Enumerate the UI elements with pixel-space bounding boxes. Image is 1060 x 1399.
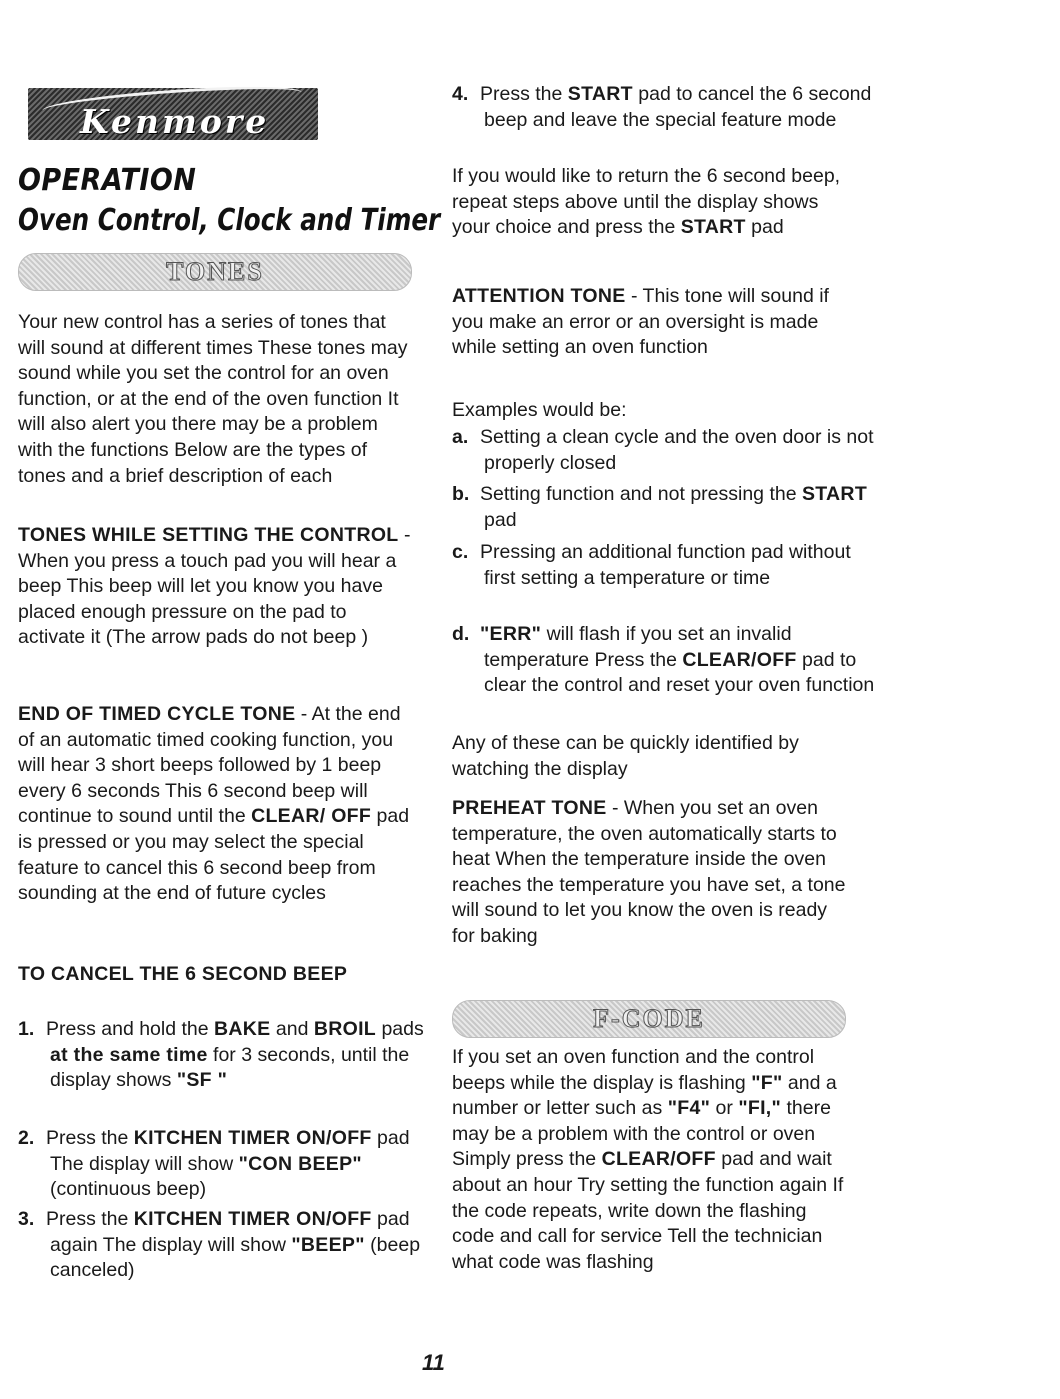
- page-number: 11: [422, 1350, 445, 1375]
- f-label: "F": [751, 1071, 783, 1094]
- example-d: [452, 622, 879, 699]
- kitchen-timer-label: KITCHEN TIMER ON/OFF: [133, 1208, 372, 1230]
- example-b: [452, 482, 879, 533]
- bake-label: BAKE: [214, 1018, 271, 1040]
- end-cycle-paragraph: [18, 702, 413, 907]
- step-number: 3.: [18, 1208, 35, 1230]
- tones-intro: Your new control has a series of tones that will sound at different times These tones may sound while you set the control for an oven function, or at the end of the oven function It will also alert you there may be a problem with the functions Below are the types of tones and a brief description of each: [18, 311, 408, 487]
- example-text: Setting function and not pressing the: [480, 483, 802, 505]
- fcode-paragraph: [452, 1045, 850, 1275]
- cancel-step-3: [18, 1207, 445, 1284]
- same-time-label: at the same time: [50, 1043, 208, 1066]
- fcode-text: there may be a problem with the control or oven Simply press the: [452, 1097, 831, 1171]
- tones-banner: [18, 253, 412, 291]
- fcode-text: or: [710, 1097, 739, 1120]
- sf-label: "SF ": [176, 1069, 228, 1092]
- cancel-step-2: [18, 1126, 445, 1203]
- step-number: 2.: [18, 1127, 35, 1149]
- cancel-step-4: [452, 82, 879, 133]
- setting-tones-title: TONES WHILE SETTING THE CONTROL: [18, 524, 399, 546]
- logo-wordmark: Kenmore: [80, 102, 270, 141]
- step-text: (continuous beep): [50, 1178, 207, 1201]
- fcode-banner: [452, 1000, 846, 1038]
- err-label: "ERR": [480, 623, 542, 645]
- end-cycle-text-2: pad is pressed or you may select the special feature to cancel this 6 second beep from sounding at the end of future cycles: [18, 805, 410, 905]
- return-text: pad: [745, 216, 784, 239]
- preheat-tone-paragraph: [452, 796, 847, 950]
- cancel-step-1: [18, 1017, 445, 1094]
- fcode-text: pad and wait about an hour Try setting the function again If the code repeats, write down the flashing code and call for service Tell the technician what code was flashing: [452, 1148, 844, 1273]
- step-text: for 3 seconds, until the display shows: [50, 1043, 410, 1092]
- examples-label: Examples would be:: [452, 399, 627, 421]
- step-text: Press the: [480, 83, 568, 105]
- end-cycle-title: END OF TIMED CYCLE TONE: [18, 703, 296, 725]
- attention-tone-text: - This tone will sound if you make an error or an oversight is made while setting an oven function: [452, 285, 829, 359]
- example-letter: a.: [452, 426, 469, 448]
- example-text: Setting a clean cycle and the oven door is not properly closed: [480, 426, 874, 474]
- fi-label: "FI,": [738, 1097, 782, 1120]
- fcode-text: If you set an oven function and the control beeps while the display is flashing: [452, 1046, 815, 1094]
- clear-off-label: CLEAR/OFF: [601, 1148, 716, 1171]
- step-text: Press the: [46, 1127, 134, 1149]
- cancel-beep-title: TO CANCEL THE 6 SECOND BEEP: [18, 963, 348, 985]
- kitchen-timer-label: KITCHEN TIMER ON/OFF: [133, 1127, 372, 1149]
- identified-paragraph: Any of these can be quickly identified by watching the display: [452, 732, 799, 780]
- end-cycle-clear: CLEAR/ OFF: [251, 805, 372, 828]
- fcode-banner-label: F-CODE: [593, 1004, 705, 1033]
- example-a: [452, 425, 879, 476]
- broil-label: BROIL: [313, 1018, 377, 1040]
- step-text: Press the: [46, 1208, 134, 1230]
- example-letter: b.: [452, 483, 470, 505]
- end-cycle-text-1: - At the end of an automatic timed cooking function, you will hear 3 short beeps followed by 1 beep every 6 seconds This 6 second beep will continue to sound until the: [18, 703, 401, 828]
- section-title: OPERATION: [18, 163, 197, 198]
- return-text: If you would like to return the 6 second beep, repeat steps above until the display shows your choice and press the: [452, 165, 841, 239]
- preheat-tone-title: PREHEAT TONE: [452, 797, 607, 819]
- step-number: 4.: [452, 83, 469, 105]
- tones-banner-label: TONES: [166, 257, 264, 286]
- clear-off-label: CLEAR/OFF: [682, 648, 797, 671]
- example-text: pad: [484, 508, 517, 531]
- example-letter: c.: [452, 541, 469, 563]
- setting-tones-paragraph: [18, 523, 413, 651]
- beep-label: "BEEP": [291, 1233, 365, 1256]
- step-text: pad to cancel the 6 second beep and leave the special feature mode: [484, 83, 872, 131]
- step-text: pads: [376, 1018, 424, 1040]
- attention-tone-paragraph: [452, 284, 847, 361]
- step-text: pad The display will show: [50, 1127, 410, 1175]
- step-text: pad again The display will show: [50, 1208, 410, 1256]
- example-text: Pressing an additional function pad without first setting a temperature or time: [480, 541, 851, 589]
- kenmore-logo: [28, 88, 318, 140]
- page-subtitle: Oven Control, Clock and Timer: [18, 203, 441, 238]
- step-number: 1.: [18, 1018, 35, 1040]
- step-text: and: [270, 1018, 314, 1040]
- attention-tone-title: ATTENTION TONE: [452, 285, 626, 307]
- step-text: (beep canceled): [50, 1233, 421, 1282]
- example-c: [452, 540, 879, 591]
- example-text: will flash if you set an invalid temperature Press the: [484, 623, 792, 671]
- step-text: Press and hold the: [46, 1018, 215, 1040]
- example-letter: d.: [452, 623, 470, 645]
- con-beep-label: "CON BEEP": [238, 1152, 362, 1175]
- example-text: pad to clear the control and reset your oven function: [484, 648, 875, 697]
- fcode-text: and a number or letter such as: [452, 1071, 837, 1120]
- preheat-tone-text: - When you set an oven temperature, the oven automatically starts to heat When the temperature inside the oven reaches the temperature you have set, a tone will sound to let you know the oven is ready for baking: [452, 797, 846, 947]
- return-beep-paragraph: [452, 164, 847, 241]
- f4-label: "F4": [667, 1097, 711, 1120]
- start-label: START: [567, 83, 633, 105]
- start-label: START: [801, 483, 868, 505]
- start-label: START: [680, 216, 746, 239]
- setting-tones-text: - When you press a touch pad you will hear a beep This beep will let you know you have placed enough pressure on the pad to activate it (The arrow pads do not beep ): [18, 524, 411, 649]
